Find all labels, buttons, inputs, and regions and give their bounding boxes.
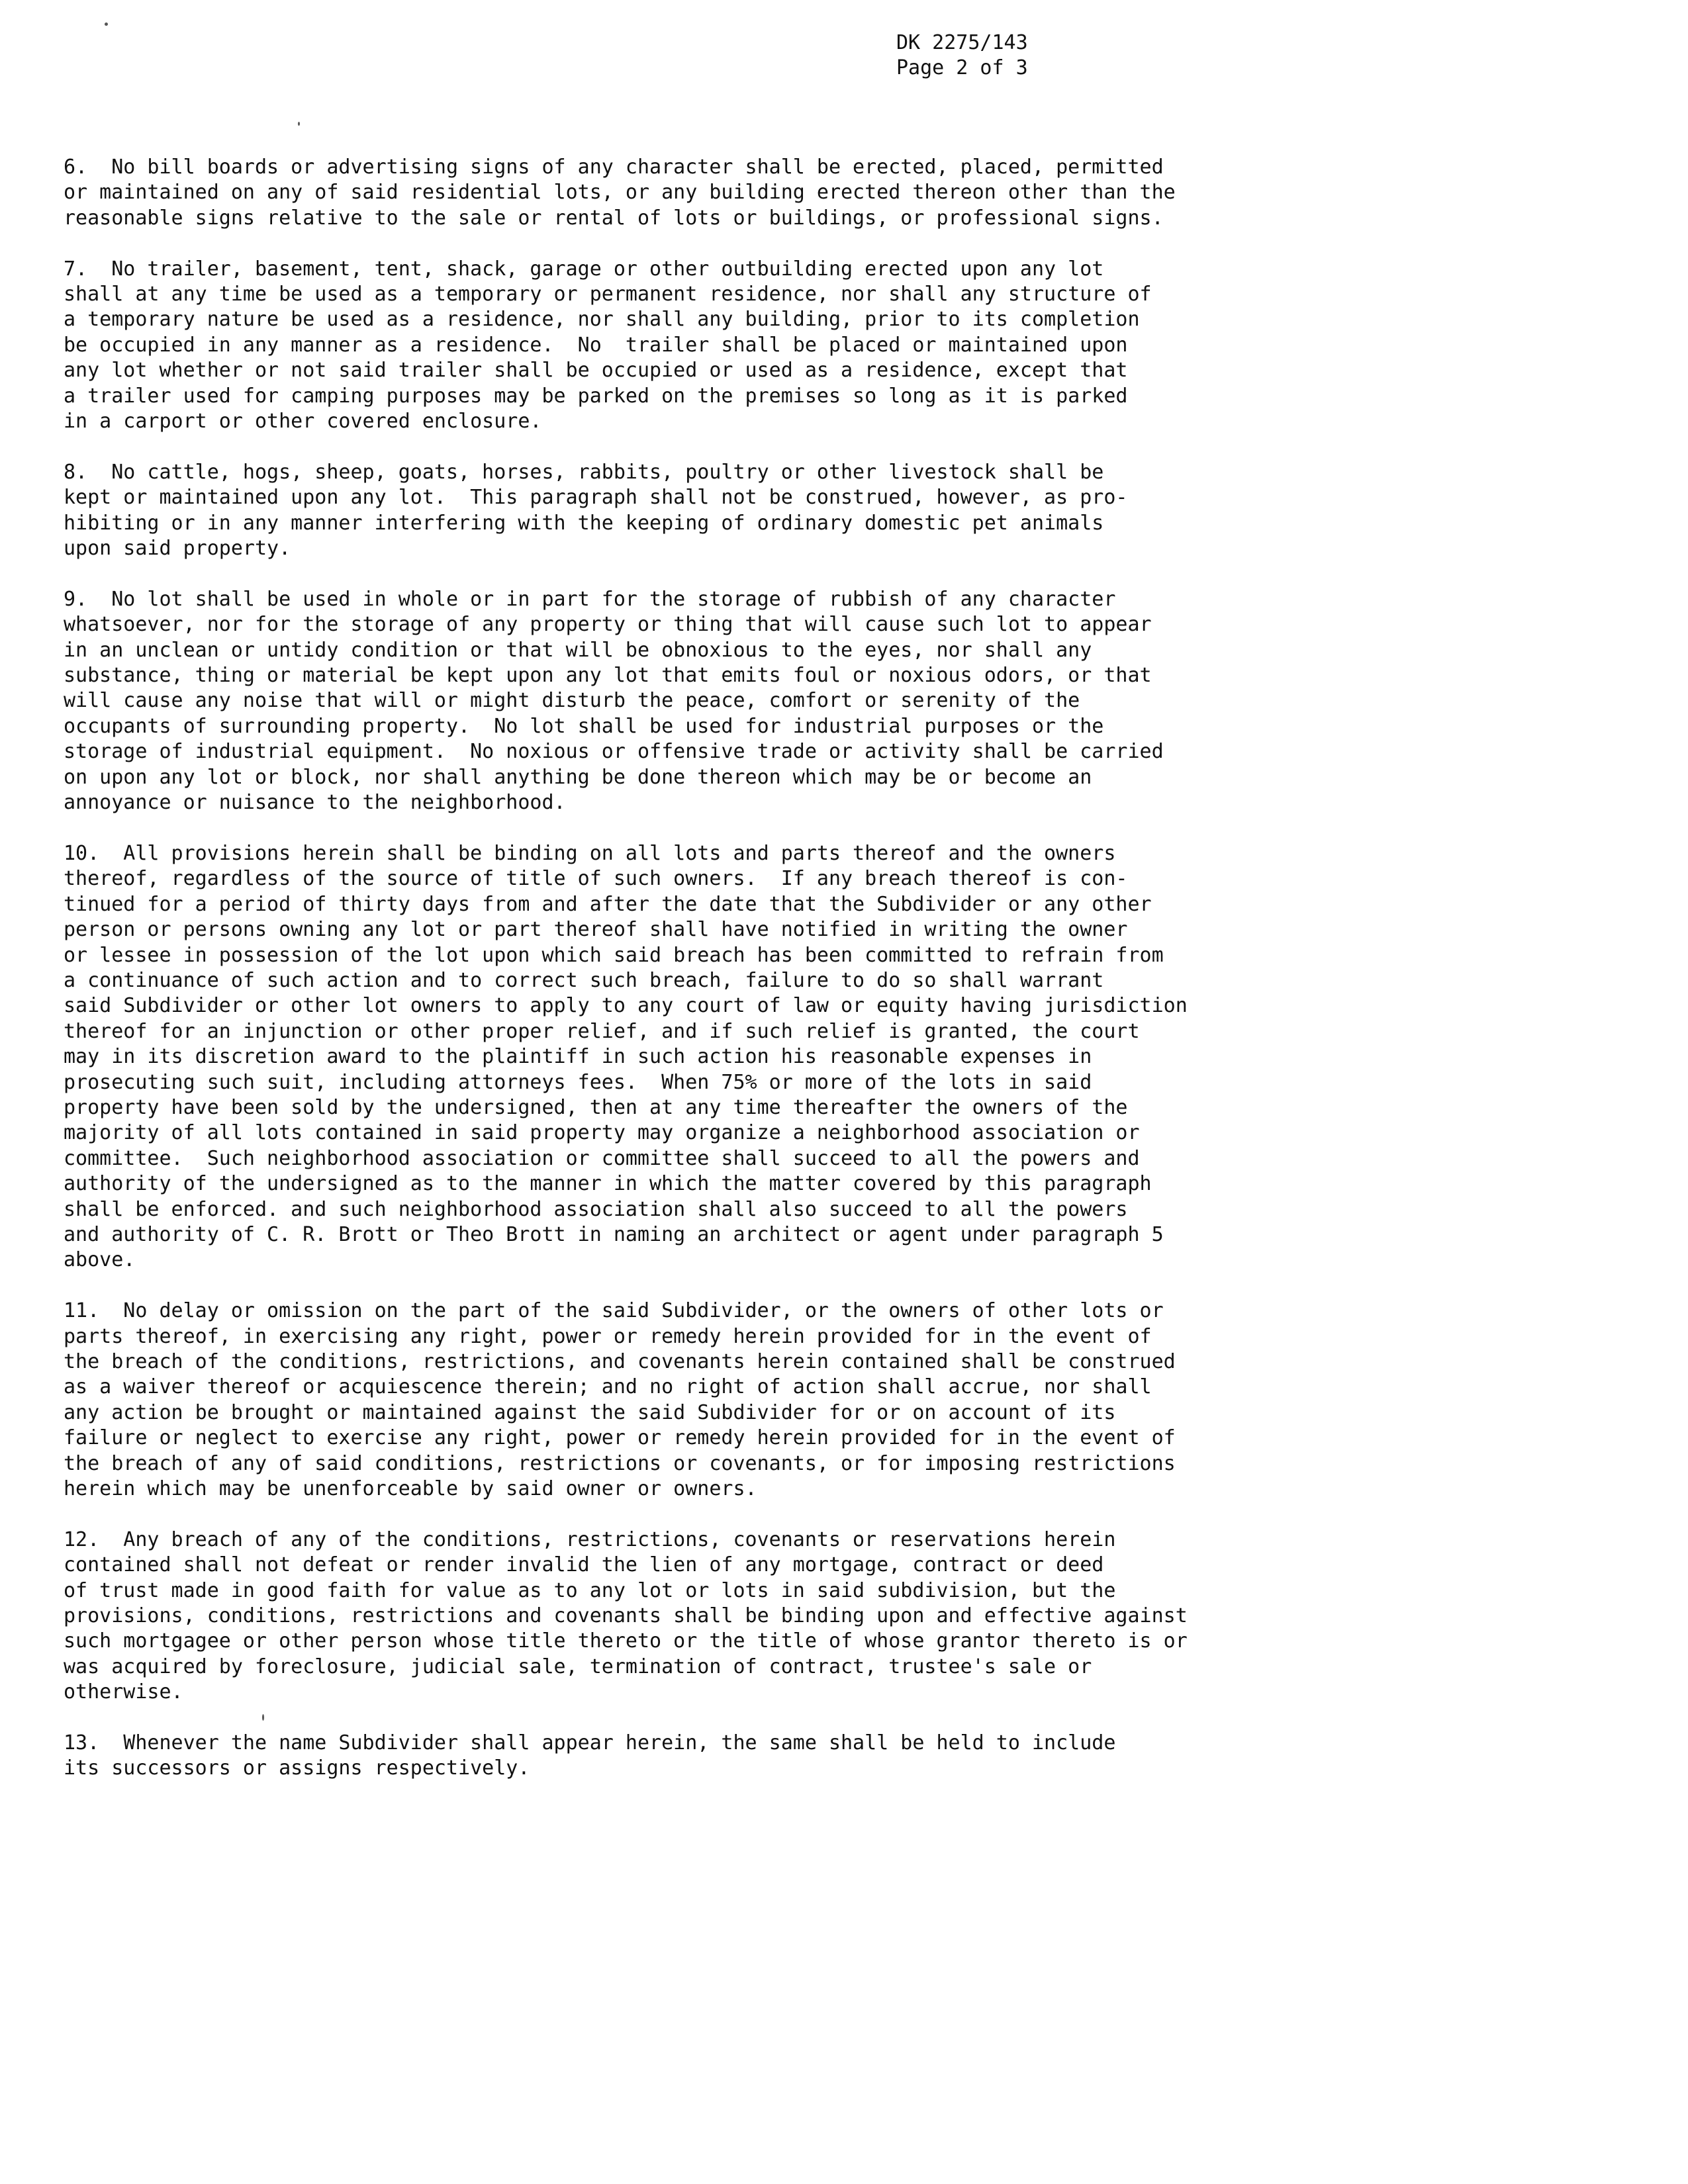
text-line: contained shall not defeat or render invalid the lien of any mortgage, contract or deed — [64, 1553, 1104, 1577]
paragraph-10 — [64, 841, 1308, 1273]
text-line: a temporary nature be used as a residence, nor shall any building, prior to its completion — [64, 308, 1140, 332]
text-line: failure or neglect to exercise any right, power or remedy herein provided for in the event of — [64, 1426, 1176, 1450]
text-line: a continuance of such action and to correct such breach, failure to do so shall warrant — [64, 968, 1104, 992]
paragraph-7 — [64, 257, 1308, 435]
text-line: 7. No trailer, basement, tent, shack, garage or other outbuilding erected upon any lot — [64, 257, 1104, 281]
text-line: a trailer used for camping purposes may be parked on the premises so long as it is parked — [64, 384, 1128, 408]
text-line: as a waiver thereof or acquiescence therein; and no right of action shall accrue, nor shall — [64, 1375, 1152, 1399]
text-line: 9. No lot shall be used in whole or in part for the storage of rubbish of any character — [64, 587, 1116, 611]
text-line: 13. Whenever the name Subdivider shall appear herein, the same shall be held to include — [64, 1731, 1116, 1755]
text-line: will cause any noise that will or might disturb the peace, comfort or serenity of the — [64, 689, 1080, 713]
text-line: shall be enforced. and such neighborhood association shall also succeed to all the powers — [64, 1197, 1128, 1221]
paragraph-8 — [64, 460, 1308, 562]
text-line: said Subdivider or other lot owners to apply to any court of law or equity having jurisdiction — [64, 994, 1188, 1018]
text-line: provisions, conditions, restrictions and covenants shall be binding upon and effective against — [64, 1604, 1188, 1628]
document-reference: DK 2275/143 — [896, 31, 1028, 54]
document-body — [64, 155, 1308, 1807]
page-number: Page 2 of 3 — [896, 56, 1028, 79]
paragraph-9 — [64, 587, 1308, 816]
text-line: of trust made in good faith for value as to any lot or lots in said subdivision, but the — [64, 1578, 1116, 1602]
text-line: any action be brought or maintained against the said Subdivider for or on account of its — [64, 1400, 1116, 1424]
text-line: its successors or assigns respectively. — [64, 1756, 530, 1780]
text-line: 8. No cattle, hogs, sheep, goats, horses, rabbits, poultry or other livestock shall be — [64, 460, 1104, 484]
text-line: committee. Such neighborhood association or committee shall succeed to all the powers and — [64, 1146, 1140, 1170]
text-line: thereof, regardless of the source of title of such owners. If any breach thereof is con- — [64, 867, 1128, 891]
text-line: property have been sold by the undersigned, then at any time thereafter the owners of the — [64, 1095, 1128, 1119]
paragraph-11 — [64, 1298, 1308, 1502]
text-line: on upon any lot or block, nor shall anything be done thereon which may be or become an — [64, 765, 1092, 789]
scan-speck — [298, 122, 300, 126]
text-line: was acquired by foreclosure, judicial sale, termination of contract, trustee's sale or — [64, 1655, 1092, 1678]
text-line: authority of the undersigned as to the manner in which the matter covered by this paragraph — [64, 1172, 1152, 1196]
text-line: annoyance or nuisance to the neighborhood. — [64, 791, 566, 815]
text-line: above. — [64, 1248, 136, 1272]
text-line: in an unclean or untidy condition or that will be obnoxious to the eyes, nor shall any — [64, 638, 1092, 662]
text-line: person or persons owning any lot or part thereof shall have notified in writing the owner — [64, 918, 1128, 942]
text-line: whatsoever, nor for the storage of any property or thing that will cause such lot to appear — [64, 613, 1152, 637]
text-line: majority of all lots contained in said property may organize a neighborhood association or — [64, 1121, 1140, 1145]
paragraph-12 — [64, 1527, 1308, 1706]
text-line: kept or maintained upon any lot. This paragraph shall not be construed, however, as pro- — [64, 486, 1128, 510]
text-line: and authority of C. R. Brott or Theo Brott in naming an architect or agent under paragraph 5 — [64, 1223, 1164, 1246]
text-line: be occupied in any manner as a residence. No trailer shall be placed or maintained upon — [64, 333, 1128, 357]
text-line: reasonable signs relative to the sale or rental of lots or buildings, or professional signs. — [64, 206, 1164, 230]
text-line: 6. No bill boards or advertising signs of any character shall be erected, placed, permitted — [64, 156, 1164, 179]
text-line: storage of industrial equipment. No noxious or offensive trade or activity shall be carried — [64, 740, 1164, 764]
text-line: the breach of the conditions, restrictions, and covenants herein contained shall be construed — [64, 1350, 1176, 1374]
text-line: otherwise. — [64, 1680, 183, 1704]
text-line: hibiting or in any manner interfering with the keeping of ordinary domestic pet animals — [64, 511, 1104, 535]
scan-speck — [105, 23, 108, 26]
text-line: may in its discretion award to the plaintiff in such action his reasonable expenses in — [64, 1045, 1092, 1069]
text-line: prosecuting such suit, including attorneys fees. When 75% or more of the lots in said — [64, 1070, 1092, 1094]
text-line: 11. No delay or omission on the part of the said Subdivider, or the owners of other lots or — [64, 1299, 1164, 1323]
text-line: or lessee in possession of the lot upon which said breach has been committed to refrain from — [64, 943, 1164, 967]
text-line: shall at any time be used as a temporary or permanent residence, nor shall any structure of — [64, 283, 1152, 306]
text-line: in a carport or other covered enclosure. — [64, 410, 542, 433]
text-line: occupants of surrounding property. No lot shall be used for industrial purposes or the — [64, 714, 1104, 738]
text-line: 12. Any breach of any of the conditions, restrictions, covenants or reservations herein — [64, 1527, 1116, 1551]
page-header — [896, 30, 1028, 81]
text-line: any lot whether or not said trailer shall be occupied or used as a residence, except that — [64, 359, 1128, 383]
text-line: upon said property. — [64, 537, 291, 561]
paragraph-6 — [64, 155, 1308, 231]
text-line: thereof for an injunction or other proper relief, and if such relief is granted, the court — [64, 1019, 1140, 1043]
paragraph-13 — [64, 1731, 1308, 1782]
text-line: tinued for a period of thirty days from and after the date that the Subdivider or any other — [64, 892, 1152, 916]
text-line: herein which may be unenforceable by said owner or owners. — [64, 1477, 757, 1501]
text-line: or maintained on any of said residential lots, or any building erected thereon other than the — [64, 181, 1176, 205]
text-line: parts thereof, in exercising any right, power or remedy herein provided for in the event of — [64, 1324, 1152, 1348]
text-line: such mortgagee or other person whose title thereto or the title of whose grantor thereto is or — [64, 1629, 1188, 1653]
text-line: 10. All provisions herein shall be binding on all lots and parts thereof and the owners — [64, 841, 1116, 865]
text-line: the breach of any of said conditions, restrictions or covenants, or for imposing restrictions — [64, 1451, 1176, 1475]
text-line: substance, thing or material be kept upon any lot that emits foul or noxious odors, or that — [64, 664, 1152, 688]
